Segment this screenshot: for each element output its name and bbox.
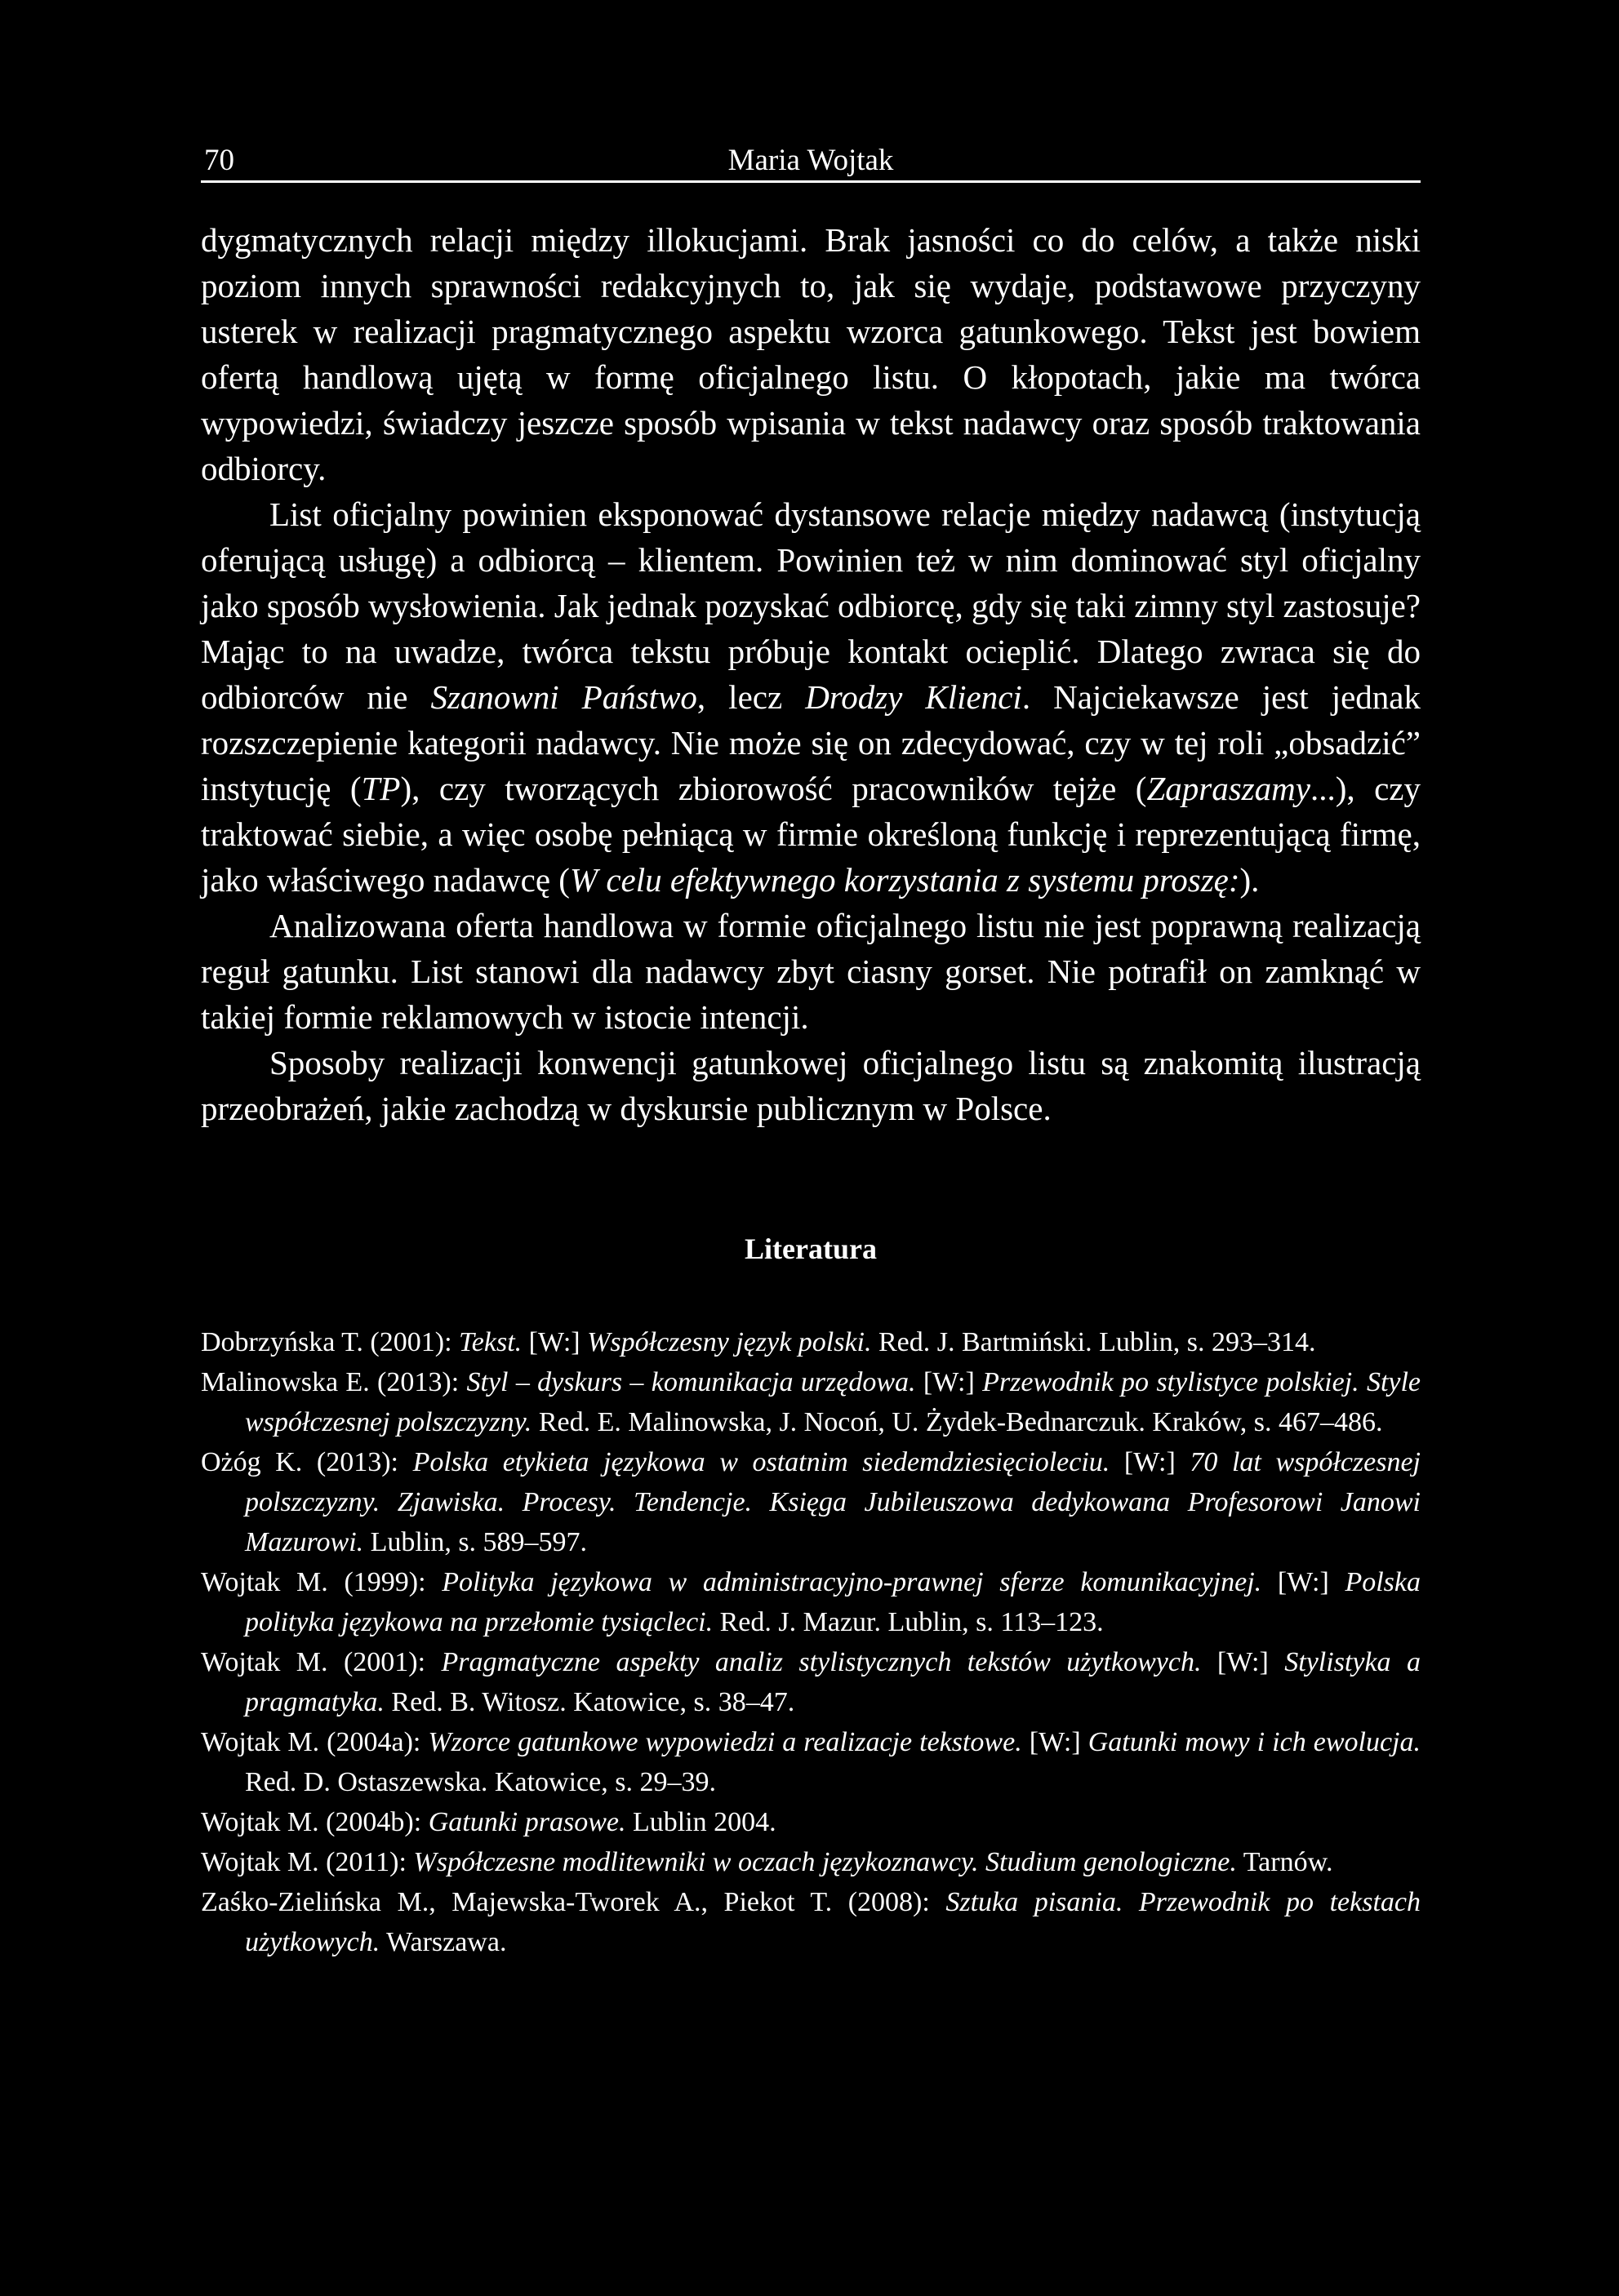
text-run: , lecz — [696, 678, 806, 716]
text-run: ), czy tworzących zbiorowość pracowników tejże ( — [400, 770, 1147, 807]
italic-text: 70 lat współczesnej polszczyzny. Zjawiska. Procesy. Tendencje. Księga Jubileuszowa dedykowana Profesorowi Janowi Mazurowi. — [245, 1447, 1421, 1557]
italic-text: W celu efektywnego korzystania z systemu proszę: — [569, 861, 1240, 899]
text-run: ). — [1239, 861, 1260, 899]
running-header — [201, 135, 1421, 183]
italic-text: Współczesne modlitewniki w oczach językoznawcy. Studium genologiczne. — [413, 1847, 1237, 1877]
paragraph — [201, 217, 1421, 491]
text-run: Zaśko-Zielińska M., Majewska-Tworek A., Piekot T. (2008): — [201, 1887, 946, 1917]
paragraph — [201, 1040, 1421, 1131]
text-run: Wojtak M. (2001): — [201, 1647, 442, 1677]
italic-text: Polityka językowa w administracyjno-prawnej sferze komunikacyjnej. — [442, 1567, 1262, 1597]
text-run: Lublin 2004. — [625, 1807, 776, 1837]
reference-entry — [201, 1322, 1421, 1362]
text-run: Red. E. Malinowska, J. Nocoń, U. Żydek-Bednarczuk. Kraków, s. 467–486. — [532, 1407, 1383, 1437]
text-run: Red. J. Mazur. Lublin, s. 113–123. — [713, 1607, 1104, 1637]
text-run: [W:] — [915, 1367, 983, 1397]
italic-text: Stylistyka a pragmatyka. — [245, 1647, 1421, 1717]
italic-text: Polska etykieta językowa w ostatnim siedemdziesięcioleciu. — [412, 1447, 1110, 1477]
text-run: [W:] — [1261, 1567, 1345, 1597]
text-run: [W:] — [1110, 1447, 1190, 1477]
italic-text: Drodzy Klienci — [805, 678, 1022, 716]
references-list — [201, 1322, 1421, 1962]
text-run: Analizowana oferta handlowa w formie oficjalnego listu nie jest poprawną realizacją reguł gatunku. List stanowi dla nadawcy zbyt ciasny gorset. Nie potrafił on zamknąć w takiej formie reklamowych w istocie intencji. — [201, 907, 1421, 1036]
text-run: Malinowska E. (2013): — [201, 1367, 467, 1397]
text-run: [W:] — [1201, 1647, 1285, 1677]
text-run: [W:] — [1021, 1727, 1088, 1757]
italic-text: TP — [361, 770, 401, 807]
italic-text: Gatunki mowy i ich ewolucja. — [1087, 1727, 1421, 1757]
italic-text: Styl – dyskurs – komunikacja urzędowa. — [466, 1367, 916, 1397]
page-number: 70 — [204, 144, 234, 177]
text-run: Red. J. Bartmiński. Lublin, s. 293–314. — [871, 1327, 1316, 1357]
italic-text: Gatunki prasowe. — [428, 1807, 626, 1837]
reference-entry — [201, 1842, 1421, 1882]
body-text — [201, 217, 1421, 1131]
text-run: Tarnów. — [1236, 1847, 1333, 1877]
text-run: ...), czy traktować siebie, a więc osobę pełniącą w firmie określoną funkcję i reprezentującą firmę, jako właściwego nadawcę ( — [201, 770, 1421, 899]
italic-text: Współczesny język polski. — [587, 1327, 872, 1357]
italic-text: Sztuka pisania. Przewodnik po tekstach użytkowych. — [245, 1887, 1421, 1957]
reference-entry — [201, 1802, 1421, 1842]
text-run: Ożóg K. (2013): — [201, 1447, 413, 1477]
italic-text: Tekst. — [459, 1327, 523, 1357]
text-run: [W:] — [522, 1327, 588, 1357]
text-run: dygmatycznych relacji między illokucjami. Brak jasności co do celów, a także niski poziom innych sprawności redakcyjnych to, jak się wydaje, podstawowe przyczyny usterek w realizacji pragmatycznego aspektu wzorca gatunkowego. Tekst jest bowiem ofertą handlową ujętą w formę oficjalnego listu. O kłopotach, jakie ma twórca wypowiedzi, świadczy jeszcze sposób wpisania w tekst nadawcy oraz sposób traktowania odbiorcy. — [201, 221, 1421, 487]
text-run: Wojtak M. (2004b): — [201, 1807, 429, 1837]
reference-entry — [201, 1362, 1421, 1442]
reference-entry — [201, 1882, 1421, 1962]
text-run: Wojtak M. (2011): — [201, 1847, 414, 1877]
italic-text: Szanowni Państwo — [430, 678, 697, 716]
reference-entry — [201, 1722, 1421, 1802]
text-run: . Najciekawsze jest jednak rozszczepienie kategorii nadawcy. Nie może się on zdecydować, czy w tej roli „obsadzić” instytucję ( — [201, 678, 1421, 807]
text-run: Red. D. Ostaszewska. Katowice, s. 29–39. — [245, 1767, 716, 1797]
paragraph — [201, 903, 1421, 1040]
italic-text: Pragmatyczne aspekty analiz stylistycznych tekstów użytkowych. — [441, 1647, 1202, 1677]
text-run: Warszawa. — [380, 1927, 507, 1957]
text-run: Sposoby realizacji konwencji gatunkowej oficjalnego listu są znakomitą ilustracją przeobrażeń, jakie zachodzą w dyskursie publicznym w Polsce. — [201, 1044, 1421, 1127]
text-run: List oficjalny powinien eksponować dystansowe relacje między nadawcą (instytucją oferującą usługę) a odbiorcą – klientem. Powinien też w nim dominować styl oficjalny jako sposób wysłowienia. Jak jednak pozyskać odbiorcę, gdy się taki zimny styl zastosuje? Mając to na uwadze, twórca tekstu próbuje kontakt ocieplić. Dlatego zwraca się do odbiorców nie — [201, 495, 1421, 716]
text-run: Dobrzyńska T. (2001): — [201, 1327, 460, 1357]
text-run: Lublin, s. 589–597. — [363, 1527, 588, 1557]
reference-entry — [201, 1442, 1421, 1562]
text-run: Wojtak M. (1999): — [201, 1567, 443, 1597]
reference-entry — [201, 1642, 1421, 1722]
running-header-author: Maria Wojtak — [727, 144, 894, 177]
italic-text: Przewodnik po stylistyce polskiej. Style współczesnej polszczyzny. — [245, 1367, 1421, 1437]
reference-entry — [201, 1562, 1421, 1642]
text-run: Red. B. Witosz. Katowice, s. 38–47. — [384, 1687, 795, 1717]
italic-text: Zapraszamy — [1146, 770, 1310, 807]
italic-text: Wzorce gatunkowe wypowiedzi a realizacje tekstowe. — [428, 1727, 1022, 1757]
italic-text: Polska polityka językowa na przełomie tysiącleci. — [245, 1567, 1421, 1637]
paragraph — [201, 491, 1421, 903]
text-run: Wojtak M. (2004a): — [201, 1727, 429, 1757]
section-title-literature: Literatura — [745, 1232, 877, 1265]
